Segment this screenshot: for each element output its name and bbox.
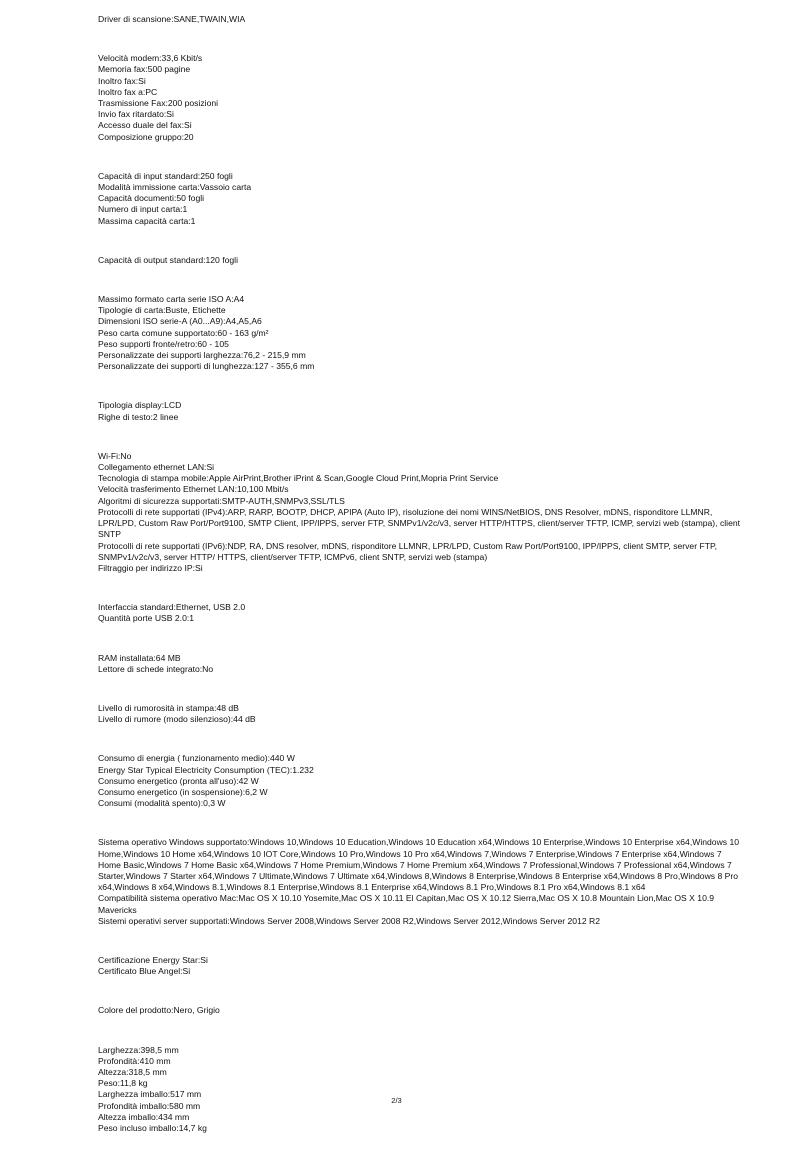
spec-line: Altezza imballo:434 mm [98,1111,190,1122]
spec-line: Quantità porte USB 2.0:1 [98,613,195,624]
spec-line: Driver di scansione:SANE,TWAIN,WIA [98,14,246,24]
spec-document [98,14,743,1162]
spec-line: Capacità di output standard:120 fogli [98,254,238,265]
spec-line: Sistema operativo Windows supportato:Windows 10,Windows 10 Education,Windows 10 Education x64,Windows 10 Enterprise,Windows 10 Enterprise x64,Windows 10 Home,Windows 10 Home x64,Windows 10 IOT Core,Windows 10 Pro,Windows 10 Pro x64,Windows 7,Windows 7 Enterprise,Windows 7 Enterprise x64,Windows 7 Home Basic,Windows 7 Home Basic x64,Windows 7 Home Premium,Windows 7 Home Premium x64,Windows 7 Professional,Windows 7 Professional x64,Windows 7 Starter,Windows 7 Starter x64,Windows 7 Ultimate,Windows 7 Ultimate x64,Windows 8,Windows 8 Enterprise,Windows 8 Enterprise x64,Windows 8 Pro,Windows 8 Pro x64,Windows 8 x64,Windows 8.1,Windows 8.1 Enterprise,Windows 8.1 Enterprise x64,Windows 8.1 Pro,Windows 8.1 Pro x64,Windows 8.1 x64 [98,837,740,893]
spec-line: Trasmissione Fax:200 posizioni [98,98,219,109]
spec-line: Inoltro fax:Si [98,75,146,86]
section-memory [98,653,743,675]
spec-line: Interfaccia standard:Ethernet, USB 2.0 [98,602,246,613]
spec-line: Filtraggio per indirizzo IP:Si [98,562,203,573]
spec-line: Righe di testo:2 linee [98,411,179,422]
spec-line: Personalizzate dei supporti larghezza:76,2 - 215,9 mm [98,350,306,361]
page-number: 2/3 [391,1096,402,1105]
spec-line: Invio fax ritardato:Si [98,109,174,120]
spec-line: Peso supporti fronte/retro:60 - 105 [98,338,229,349]
spec-line: Composizione gruppo:20 [98,131,194,142]
section-input [98,171,743,227]
spec-line: Tipologie di carta:Buste, Etichette [98,305,226,316]
spec-line: Consumo energetico (pronta all'uso):42 W [98,775,259,786]
section-os [98,837,743,927]
spec-line: Protocolli di rete supportati (IPv4):ARP, RARP, BOOTP, DHCP, APIPA (Auto IP), risoluzione dei nomi WINS/NetBIOS, DNS Resolver, mDNS, risponditore LLMNR, LPR/LPD, Custom Raw Port/Port9100, SMTP Client, IPP/IPPS, server FTP, SNMPv1/v2c/v3, server HTTP/HTTPS, client/server TFTP, ICMP, servizi web (stampa), client SNTP [98,506,741,540]
section-noise [98,703,743,725]
spec-line: Protocolli di rete supportati (IPv6):NDP, RA, DNS resolver, mDNS, risponditore LLMNR, LPR/LPD, Custom Raw Port/Port9100, IPP/IPPS, client SMTP, server FTP, SNMPv1/v2c/v3, server HTTP/ HTTPS, client/server TFTP, ICMPv6, client SNTP, servizi web (stampa) [98,540,717,562]
spec-line: Consumi (modalità spento):0,3 W [98,798,226,809]
spec-line: Livello di rumorosità in stampa:48 dB [98,702,239,713]
spec-line: Peso:11,8 kg [98,1078,148,1089]
spec-line: Accesso duale del fax:Si [98,120,192,131]
spec-line: Personalizzate dei supporti di lunghezza:127 - 355,6 mm [98,361,315,372]
spec-line: Numero di input carta:1 [98,204,188,215]
section-paper [98,294,743,372]
spec-line: Peso incluso imballo:14,7 kg [98,1123,207,1133]
spec-line: Larghezza imballo:517 mm [98,1089,202,1100]
spec-line: Lettore di schede integrato:No [98,663,214,674]
spec-line: Algoritmi di sicurezza supportati:SMTP-AUTH,SNMPv3,SSL/TLS [98,495,345,506]
spec-line: Profondità imballo:580 mm [98,1100,201,1111]
spec-line: Tecnologia di stampa mobile:Apple AirPrint,Brother iPrint & Scan,Google Cloud Print,Mopria Print Service [98,473,499,484]
spec-line: Certificato Blue Angel:Si [98,966,191,977]
section-fax [98,53,743,143]
section-scan [98,14,743,25]
spec-line: Consumo energetico (in sospensione):6,2 W [98,786,268,797]
spec-line: Dimensioni ISO serie-A (A0...A9):A4,A5,A6 [98,316,262,327]
spec-line: Inoltro fax a:PC [98,86,158,97]
spec-line: Peso carta comune supportato:60 - 163 g/m² [98,327,269,338]
spec-line: Certificazione Energy Star:Si [98,954,208,965]
spec-line: Massima capacità carta:1 [98,215,196,226]
spec-line: Capacità di input standard:250 fogli [98,170,233,181]
spec-line: Energy Star Typical Electricity Consumption (TEC):1.232 [98,764,314,775]
spec-line: Modalità immissione carta:Vassoio carta [98,182,252,193]
section-certifications [98,955,743,977]
spec-line: Altezza:318,5 mm [98,1066,167,1077]
section-power [98,753,743,809]
spec-line: Memoria fax:500 pagine [98,64,191,75]
section-color [98,1005,743,1016]
spec-line: Capacità documenti:50 fogli [98,193,205,204]
spec-line: Livello di rumore (modo silenzioso):44 dB [98,714,256,725]
section-display [98,400,743,422]
spec-line: Wi-Fi:No [98,450,132,461]
spec-line: Massimo formato carta serie ISO A:A4 [98,294,245,305]
spec-line: Profondità:410 mm [98,1055,171,1066]
spec-line: Velocità trasferimento Ethernet LAN:10,100 Mbit/s [98,484,289,495]
spec-line: Consumo di energia ( funzionamento medio):440 W [98,753,295,764]
spec-line: Colore del prodotto:Nero, Grigio [98,1005,220,1016]
spec-line: RAM installata:64 MB [98,652,181,663]
section-network [98,451,743,574]
spec-line: Velocità modem:33,6 Kbit/s [98,53,203,64]
section-dimensions [98,1045,743,1135]
spec-line: Compatibilità sistema operativo Mac:Mac OS X 10.10 Yosemite,Mac OS X 10.11 El Capitan,Mac OS X 10.12 Sierra,Mac OS X 10.8 Mountain Lion,Mac OS X 10.9 Mavericks [98,893,715,915]
spec-line: Larghezza:398,5 mm [98,1044,179,1055]
spec-line: Collegamento ethernet LAN:Si [98,462,215,473]
section-ports [98,602,743,624]
section-output [98,255,743,266]
spec-line: Sistemi operativi server supportati:Windows Server 2008,Windows Server 2008 R2,Windows Server 2012,Windows Server 2012 R2 [98,915,600,926]
spec-line: Tipologia display:LCD [98,400,182,411]
